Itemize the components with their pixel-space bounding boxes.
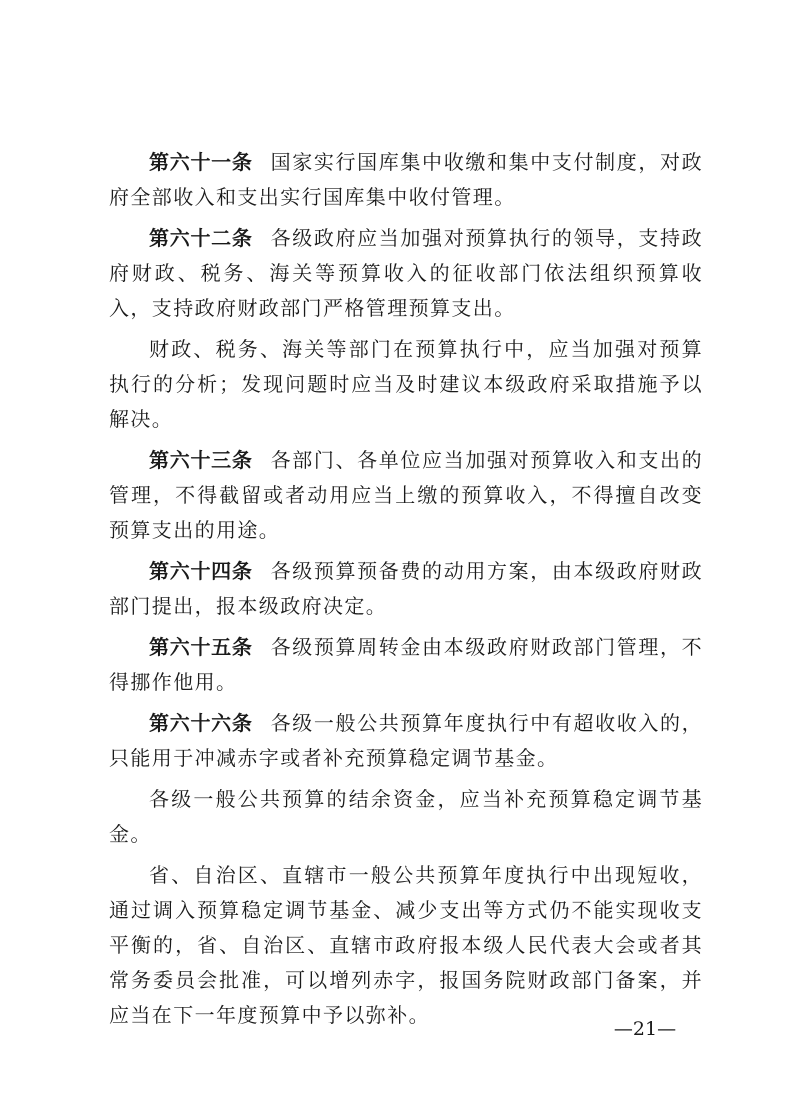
article-heading: 第六十五条 [149, 635, 253, 659]
paragraph-article-62-cont [109, 332, 703, 437]
article-heading: 第六十三条 [149, 448, 253, 472]
paragraph-article-64 [109, 554, 703, 624]
paragraph-text: 各级政府应当加强对预算执行的领导，支持政府财政、税务、海关等预算收入的征收部门依法组织预算收入，支持政府财政部门严格管理预算支出。 [109, 226, 704, 320]
document-body [109, 145, 703, 1039]
article-heading: 第六十六条 [149, 711, 253, 735]
paragraph-text: 各部门、各单位应当加强对预算收入和支出的管理，不得截留或者动用应当上缴的预算收入，不得擅自改变预算支出的用途。 [109, 448, 704, 542]
paragraph-text: 各级预算周转金由本级政府财政部门管理，不得挪作他用。 [109, 635, 704, 694]
paragraph-article-65 [109, 630, 703, 700]
article-heading: 第六十二条 [149, 226, 253, 250]
paragraph-text: 财政、税务、海关等部门在预算执行中，应当加强对预算执行的分析；发现问题时应当及时建议本级政府采取措施予以解决。 [109, 337, 703, 431]
paragraph-article-66 [109, 706, 703, 776]
paragraph-text: 省、自治区、直辖市一般公共预算年度执行中出现短收，通过调入预算稳定调节基金、减少支出等方式仍不能实现收支平衡的，省、自治区、直辖市政府报本级人民代表大会或者其常务委员会批准，可以增列赤字，报国务院财政部门备案，并应当在下一年度预算中予以弥补。 [109, 863, 703, 1027]
paragraph-article-66-cont-1 [109, 782, 703, 852]
paragraph-article-63 [109, 443, 703, 548]
page-number: —21— [613, 1018, 677, 1040]
paragraph-article-66-cont-2 [109, 858, 703, 1033]
paragraph-text: 各级预算预备费的动用方案，由本级政府财政部门提出，报本级政府决定。 [109, 559, 704, 618]
article-heading: 第六十一条 [149, 150, 253, 174]
article-heading: 第六十四条 [149, 559, 253, 583]
paragraph-article-61 [109, 145, 703, 215]
paragraph-article-62 [109, 221, 703, 326]
paragraph-text: 国家实行国库集中收缴和集中支付制度，对政府全部收入和支出实行国库集中收付管理。 [109, 150, 704, 209]
paragraph-text: 各级一般公共预算年度执行中有超收收入的，只能用于冲减赤字或者补充预算稳定调节基金。 [109, 711, 704, 770]
paragraph-text: 各级一般公共预算的结余资金，应当补充预算稳定调节基金。 [109, 787, 703, 846]
